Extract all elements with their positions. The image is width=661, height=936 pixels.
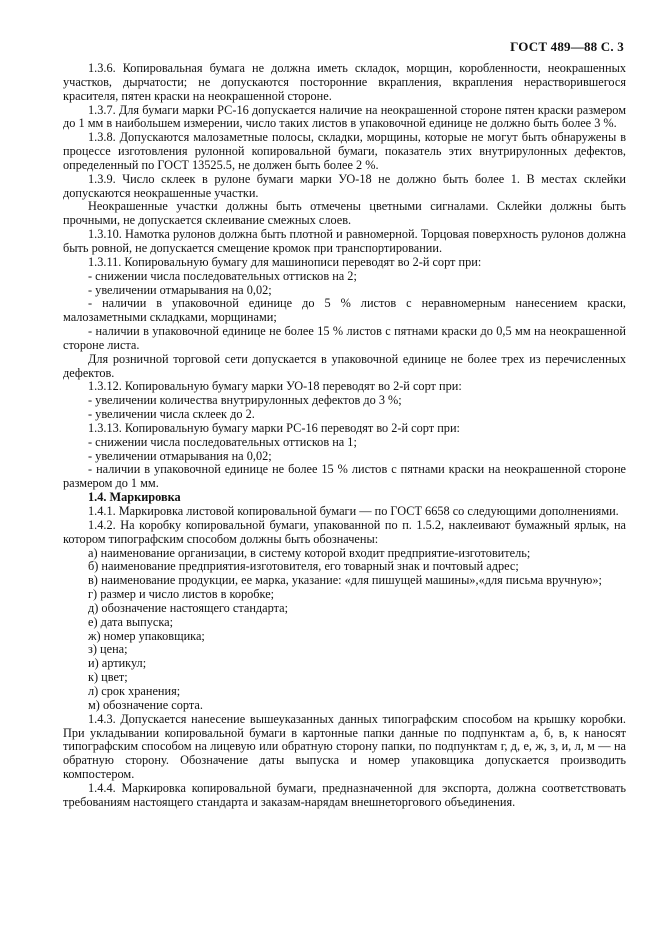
paragraph: 1.3.10. Намотка рулонов должна быть плотной и равномерной. Торцовая поверхность рулонов должна быть ровной, не допускается смещение кромок при транспортировании. <box>63 227 626 255</box>
paragraph: - увеличении количества внутрирулонных дефектов до 3 %; <box>88 393 402 408</box>
paragraph: - наличии в упаковочной единице не более 15 % листов с пятнами краски на неокрашенной стороне размером до 1 мм. <box>63 462 626 491</box>
paragraph: - наличии в упаковочной единице до 5 % листов с неравномерным нанесением краски, малозаметными складками, морщинами; <box>63 296 626 325</box>
page-header: ГОСТ 489—88 С. 3 <box>510 39 624 54</box>
paragraph: к) цвет; <box>88 670 128 685</box>
paragraph: Неокрашенные участки должны быть отмечены цветными сигналами. Склейки должны быть прочными, не допускается склеивание смежных слоев. <box>63 199 626 228</box>
paragraph: 1.4.2. На коробку копировальной бумаги, упакованной по п. 1.5.2, наклеивают бумажный ярлык, на котором типографским способом должны быть обозначены: <box>63 517 626 546</box>
paragraph: - наличии в упаковочной единице не более 15 % листов с пятнами краски до 0,5 мм на неокрашенной стороне листа. <box>63 324 626 352</box>
paragraph: - снижении числа последовательных оттисков на 1; <box>88 434 357 449</box>
paragraph: г) размер и число листов в коробке; <box>88 587 275 602</box>
paragraph: - увеличении числа склеек до 2. <box>88 407 255 422</box>
paragraph: 1.3.11. Копировальную бумагу для машинописи переводят во 2-й сорт при: <box>88 254 482 269</box>
paragraph: д) обозначение настоящего стандарта; <box>88 600 289 615</box>
paragraph: - увеличении отмарывания на 0,02; <box>88 282 272 297</box>
paragraph: 1.3.13. Копировальную бумагу марки РС-16 переводят во 2-й сорт при: <box>88 420 460 435</box>
paragraph: 1.3.6. Копировальная бумага не должна иметь складок, морщин, коробленности, неокрашенных участков, дырчатости; не допускаются посторонние вкрапления, вкрапления нерастворившегося красителя, пятен краски на неокрашенной стороне. <box>63 61 626 103</box>
paragraph: 1.3.12. Копировальную бумагу марки УО-18 переводят во 2-й сорт при: <box>88 379 462 394</box>
paragraph: 1.4.4. Маркировка копировальной бумаги, предназначенной для экспорта, должна соответствовать требованиям настоящего стандарта и заказам-нарядам внешнеторгового объединения. <box>63 780 626 809</box>
paragraph: 1.3.8. Допускаются малозаметные полосы, складки, морщины, которые не могут быть обнаружены в процессе изготовления рулонной копировальной бумаги, показатель этих внутрирулонных дефектов, определенный по ГОСТ 13525.5, не должен быть более 2 %. <box>63 130 626 172</box>
document-body <box>63 62 626 810</box>
paragraph: б) наименование предприятия-изготовителя, его товарный знак и почтовый адрес; <box>88 559 519 574</box>
paragraph: е) дата выпуска; <box>88 614 173 629</box>
paragraph: 1.4.1. Маркировка листовой копировальной бумаги — по ГОСТ 6658 со следующими дополнениями. <box>88 504 619 518</box>
paragraph: з) цена; <box>88 642 128 657</box>
paragraph: ж) номер упаковщика; <box>88 628 205 643</box>
paragraph: 1.4.3. Допускается нанесение вышеуказанных данных типографским способом на крышку коробки. При укладывании копировальной бумаги в картонные папки данные по подпунктам а, б, в, к наносят типографским способом на лицевую или обратную сторону папки, по подпунктам г, д, е, ж, з, и, л, м — на обратную сторону. Обозначение даты выпуска и номер упаковщика допускается производить компостером. <box>63 711 626 782</box>
paragraph: а) наименование организации, в систему которой входит предприятие-изготовитель; <box>88 545 531 560</box>
paragraph: в) наименование продукции, ее марка, указание: «для пишущей машины»,«для письма вручную»; <box>88 573 602 588</box>
paragraph: - увеличении отмарывания на 0,02; <box>88 448 272 463</box>
paragraph: и) артикул; <box>88 656 147 671</box>
paragraph: - снижении числа последовательных оттисков на 2; <box>88 268 357 283</box>
paragraph: л) срок хранения; <box>88 683 181 698</box>
paragraph: Для розничной торговой сети допускается в упаковочной единице не более трех из перечисленных дефектов. <box>63 351 626 380</box>
paragraph: 1.3.7. Для бумаги марки РС-16 допускается наличие на неокрашенной стороне пятен краски размером до 1 мм в наибольшем измерении, число таких листов в упаковочной единице не должно быть более 3 %. <box>63 102 626 131</box>
paragraph: м) обозначение сорта. <box>88 697 203 712</box>
paragraph: 1.3.9. Число склеек в рулоне бумаги марки УО-18 не должно быть более 1. В местах склейки допускаются неокрашенные участки. <box>63 171 626 200</box>
section-heading: 1.4. Маркировка <box>88 490 181 505</box>
